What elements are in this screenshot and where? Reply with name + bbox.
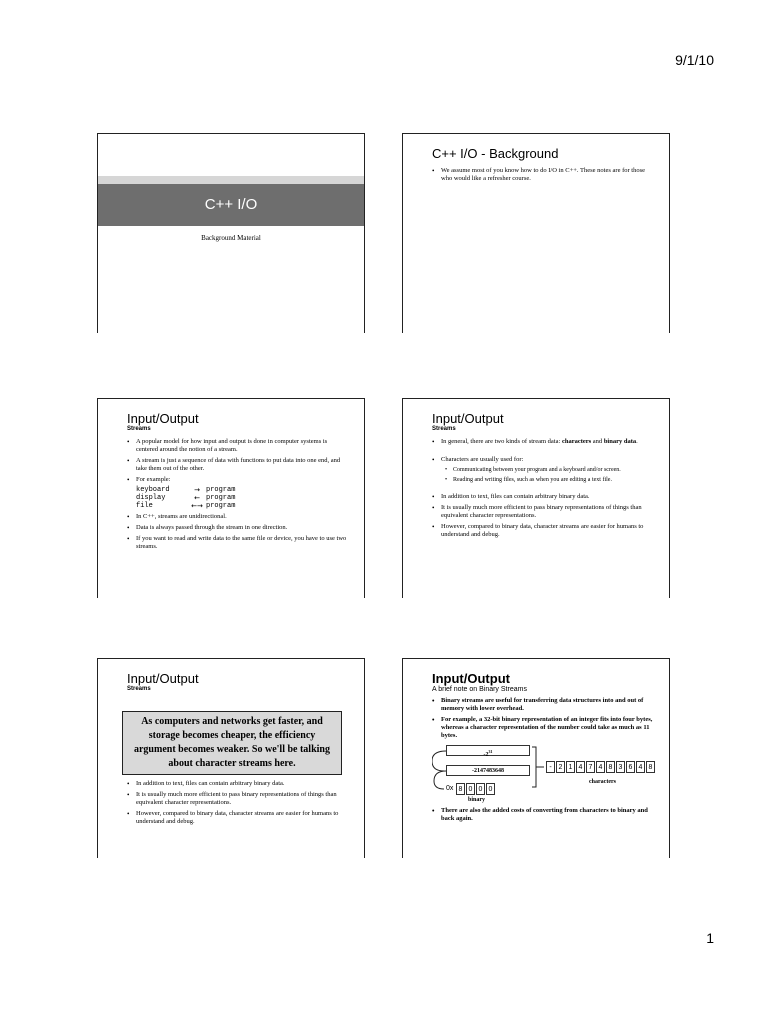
value-decimal-box: -2147483648 (446, 765, 530, 776)
bullet-item: • A stream is just a sequence of data with functions to put data into one end, and take them out of the other. (127, 457, 349, 473)
page-date: 9/1/10 (675, 52, 714, 68)
slide-subtitle: Background Material (201, 234, 261, 242)
bullet-item: • A popular model for how input and output is done in computer systems is centered around the notion of a stream. (127, 438, 349, 454)
bullet-item: • For example, a 32-bit binary representation of an integer fits into four bytes, whereas a character representation of the number could take as much as 11 bytes. (432, 716, 654, 740)
bullet-item: • Data is always passed through the stream in one direction. (127, 524, 349, 532)
slide-subheading: A brief note on Binary Streams (432, 686, 527, 693)
hex-cells: 8 0 0 0 (456, 783, 496, 795)
bullet-item: • It is usually much more efficient to pass binary representations of things than equivalent character representations. (127, 791, 349, 807)
example-row: keyboard → program (136, 486, 236, 494)
example-row: display ← program (136, 494, 236, 502)
slide-heading: Input/Output (432, 411, 504, 426)
char-cells: - 2 1 4 7 4 8 3 6 4 8 (546, 761, 656, 773)
bullet-list (127, 780, 349, 826)
bullet-list (432, 697, 654, 740)
callout-box: As computers and networks get faster, and storage becomes cheaper, the efficiency argument becomes weaker. So we'll be talking about character streams here. (122, 711, 342, 775)
example-table (136, 486, 349, 510)
bullet-item: • However, compared to binary data, character streams are easier for humans to understand and debug. (432, 523, 654, 539)
slide-heading: Input/Output (127, 411, 199, 426)
slide-subheading: Streams (127, 426, 151, 432)
slide-heading: Input/Output (432, 671, 510, 686)
bullet-item: • Binary streams are useful for transferring data structures into and out of memory with lower overhead. (432, 697, 654, 713)
slide-efficiency (97, 658, 365, 858)
bullet-list (127, 438, 349, 551)
hex-prefix: 0x (446, 785, 454, 792)
example-intro: For example: (136, 476, 171, 483)
bullet-list (432, 167, 654, 183)
slide-stream-kinds (402, 398, 670, 598)
bullet-item: • In addition to text, files can contain arbitrary binary data. (127, 780, 349, 788)
slide-heading: Input/Output (127, 671, 199, 686)
slide-streams (97, 398, 365, 598)
slide-title-band: C++ I/O (98, 184, 364, 226)
example-row: file ←→ program (136, 502, 236, 510)
slide-subheading: Streams (432, 426, 456, 432)
sub-bullet-item: • Reading and writing files, such as when you are editing a text file. (445, 476, 654, 484)
page-number: 1 (706, 930, 714, 946)
value-power-box: $-2^{31}$ (446, 745, 530, 756)
bullet-list (432, 438, 654, 539)
bullet-item: • We assume most of you know how to do I/O in C++. These notes are for those who would like a refresher course. (432, 167, 654, 183)
bullet-item-example (127, 476, 349, 510)
bullet-item: • In general, there are two kinds of stream data: characters and binary data. (432, 438, 654, 446)
bullet-item: • If you want to read and write data to the same file or device, you have to use two streams. (127, 535, 349, 551)
bullet-item: • It is usually much more efficient to pass binary representations of things than equivalent character representations. (432, 504, 654, 520)
slide-binary-streams (402, 658, 670, 858)
slide-subheading: Streams (127, 686, 151, 692)
bullet-item: • Characters are usually used for: • Communicating between your program and a keyboard and/or screen. • Reading and writing files, such as when you are editing a text file. (432, 456, 654, 484)
bullet-item: • In C++, streams are unidirectional. (127, 513, 349, 521)
sub-bullet-item: • Communicating between your program and a keyboard and/or screen. (445, 466, 654, 474)
slide-background (402, 133, 670, 333)
characters-label: characters (589, 779, 616, 785)
binary-diagram (432, 743, 654, 803)
bullet-list (432, 807, 654, 823)
slide-heading: C++ I/O - Background (432, 146, 559, 161)
bullet-item: • In addition to text, files can contain arbitrary binary data. (432, 493, 654, 501)
binary-label: binary (468, 797, 486, 803)
bullet-item: • There are also the added costs of converting from characters to binary and back again. (432, 807, 654, 823)
slide-title (97, 133, 365, 333)
bullet-item: • However, compared to binary data, character streams are easier for humans to understand and debug. (127, 810, 349, 826)
sub-bullet-list (445, 466, 654, 484)
